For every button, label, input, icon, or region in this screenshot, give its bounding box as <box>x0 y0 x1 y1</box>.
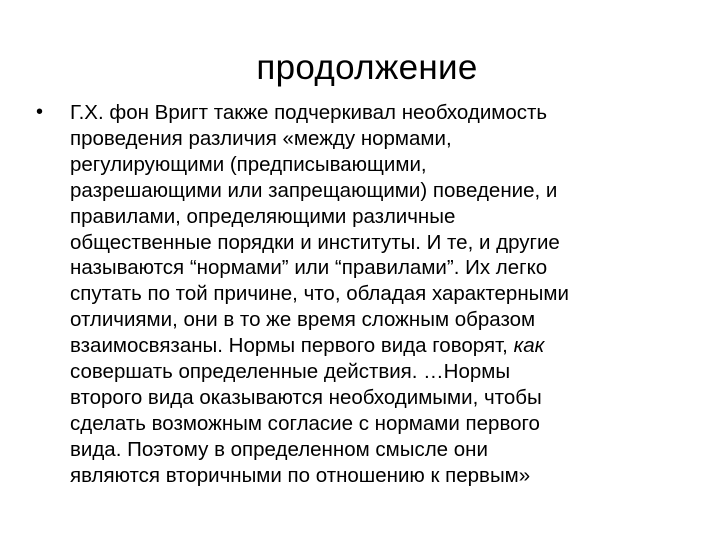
text-line: второго вида оказываются необходимыми, чтобы <box>70 385 542 409</box>
text-line: называются “нормами” или “правилами”. Их легко <box>70 256 548 280</box>
text-line: разрешающими или запрещающими) поведение, и <box>70 178 558 202</box>
bullet-paragraph <box>36 100 696 489</box>
text-line: вида. Поэтому в определенном смысле они <box>70 437 488 461</box>
text-line: спутать по той причине, что, обладая характерными <box>70 282 569 306</box>
text-line: Г.Х. фон Вригт также подчеркивал необходимость <box>70 101 548 124</box>
text-line: регулирующими (предписывающими, <box>70 152 427 176</box>
text-line: проведения различия «между нормами, <box>70 126 452 150</box>
text-line: совершать определенные действия. …Нормы <box>70 360 511 384</box>
text-line: общественные порядки и институты. И те, и другие <box>70 230 560 254</box>
text-line-with-emphasis <box>70 333 696 359</box>
slide-body <box>36 100 696 489</box>
text-line: отличиями, они в то же время сложным образом <box>70 308 536 332</box>
text-line: являются вторичными по отношению к первым» <box>70 463 531 487</box>
slide-title: продолжение <box>256 48 478 87</box>
emphasized-word: как <box>513 334 545 358</box>
text-line: сделать возможным согласие с нормами первого <box>70 411 540 435</box>
text-line: правилами, определяющими различные <box>70 204 456 228</box>
text-segment: взаимосвязаны. Нормы первого вида говорят, <box>70 334 514 358</box>
bullet-icon: • <box>36 101 44 123</box>
